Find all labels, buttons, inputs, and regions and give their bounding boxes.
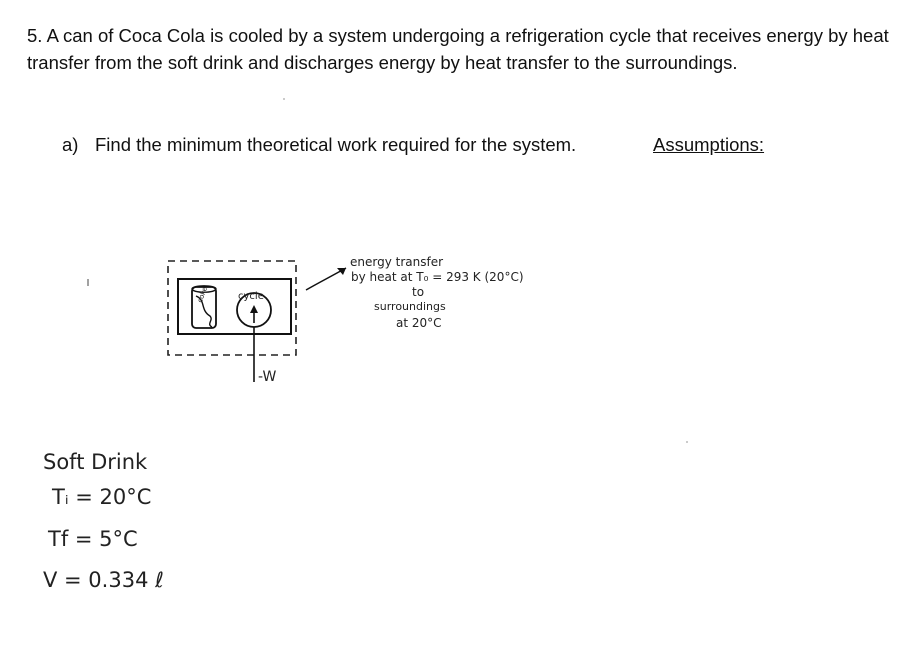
annotation-line-1: energy transfer bbox=[350, 255, 444, 269]
given-final-temp: Tf = 5°C bbox=[48, 527, 138, 551]
scan-speck bbox=[686, 441, 688, 443]
work-label: -W bbox=[258, 369, 277, 385]
can-label: coke bbox=[196, 285, 210, 304]
annotation-line-4: surroundings bbox=[374, 300, 446, 313]
cycle-arrowhead bbox=[250, 305, 258, 313]
problem-text: A can of Coca Cola is cooled by a system undergoing a refrigeration cycle that receives energy by heat transfer from the soft drink and discharges energy by heat transfer to the surroundings. bbox=[27, 25, 889, 73]
problem-number: 5. bbox=[27, 25, 43, 46]
given-heading: Soft Drink bbox=[43, 450, 148, 474]
annotation-line-3: to bbox=[412, 285, 425, 299]
given-volume: V = 0.334 ℓ bbox=[43, 568, 164, 592]
scan-speck bbox=[283, 98, 285, 100]
cycle-label: cycle bbox=[238, 291, 264, 302]
part-a-question: Find the minimum theoretical work required for the system. bbox=[95, 134, 577, 155]
annotation-line-5: at 20°C bbox=[396, 316, 442, 330]
part-a-letter: a) bbox=[62, 134, 79, 155]
assumptions-heading: Assumptions: bbox=[653, 134, 765, 155]
annotation-line-2: by heat at T₀ = 293 K (20°C) bbox=[351, 270, 524, 284]
given-initial-temp: Tᵢ = 20°C bbox=[52, 485, 152, 509]
system-boundary bbox=[168, 261, 296, 355]
